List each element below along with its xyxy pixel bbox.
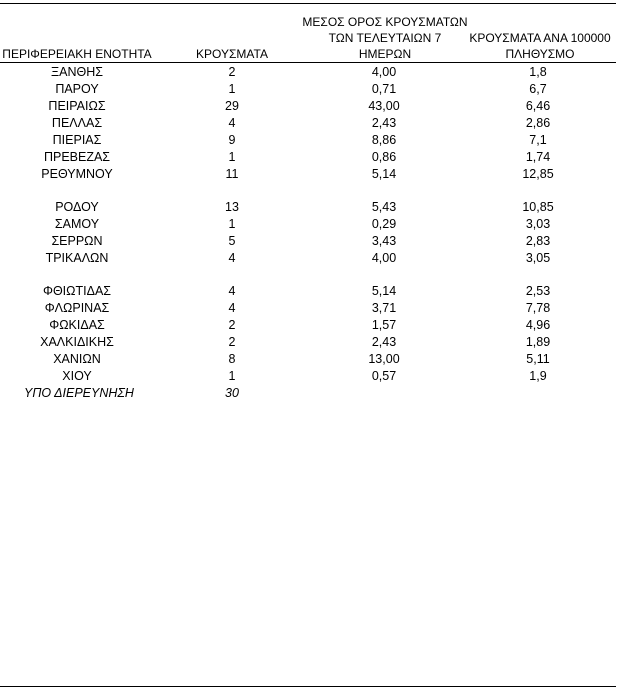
cases-cell: 1 — [228, 217, 236, 231]
cases-cell: 2 — [228, 335, 236, 349]
per100k-cell: 1,9 — [529, 369, 547, 383]
per100k-cell: 1,8 — [529, 65, 547, 79]
header-avg-line1: ΜΕΣΟΣ ΟΡΟΣ ΚΡΟΥΣΜΑΤΩΝ — [302, 15, 468, 29]
region-cell: ΦΩΚΙΔΑΣ — [49, 318, 105, 332]
avg7-cell: 13,00 — [368, 352, 400, 366]
top-rule — [0, 3, 616, 4]
region-cell: ΧΑΝΙΩΝ — [53, 352, 101, 366]
cases-cell: 29 — [225, 99, 239, 113]
region-cell: ΧΑΛΚΙΔΙΚΗΣ — [40, 335, 114, 349]
avg7-cell: 2,43 — [371, 116, 397, 130]
cases-cell: 1 — [228, 82, 236, 96]
header-avg-line2: ΤΩΝ ΤΕΛΕΥΤΑΙΩΝ 7 — [328, 31, 442, 45]
bottom-rule — [0, 686, 616, 687]
per100k-cell: 3,05 — [525, 251, 551, 265]
region-cell: ΡΟΔΟΥ — [55, 200, 99, 214]
footer-label: ΥΠΟ ΔΙΕΡΕΥΝΗΣΗ — [24, 386, 134, 400]
avg7-cell: 5,43 — [371, 200, 397, 214]
cases-cell: 4 — [228, 301, 236, 315]
per100k-cell: 3,03 — [525, 217, 551, 231]
header-cases: ΚΡΟΥΣΜΑΤΑ — [196, 47, 268, 61]
cases-cell: 9 — [228, 133, 236, 147]
avg7-cell: 4,00 — [371, 65, 397, 79]
cases-cell: 1 — [228, 369, 236, 383]
per100k-cell: 2,83 — [525, 234, 551, 248]
header-rule — [0, 62, 616, 63]
header-avg-line3: ΗΜΕΡΩΝ — [358, 47, 412, 61]
avg7-cell: 5,14 — [371, 284, 397, 298]
avg7-cell: 3,71 — [371, 301, 397, 315]
per100k-cell: 10,85 — [522, 200, 554, 214]
per100k-cell: 4,96 — [525, 318, 551, 332]
avg7-cell: 0,86 — [371, 150, 397, 164]
per100k-cell: 2,53 — [525, 284, 551, 298]
avg7-cell: 0,57 — [371, 369, 397, 383]
avg7-cell: 1,57 — [371, 318, 397, 332]
region-cell: ΠΙΕΡΙΑΣ — [52, 133, 102, 147]
per100k-cell: 7,1 — [529, 133, 547, 147]
cases-cell: 13 — [225, 200, 239, 214]
footer-cases: 30 — [225, 386, 239, 400]
cases-cell: 5 — [228, 234, 236, 248]
avg7-cell: 0,29 — [371, 217, 397, 231]
cases-cell: 4 — [228, 284, 236, 298]
cases-cell: 4 — [228, 116, 236, 130]
region-cell: ΦΘΙΩΤΙΔΑΣ — [42, 284, 112, 298]
per100k-cell: 1,74 — [525, 150, 551, 164]
avg7-cell: 4,00 — [371, 251, 397, 265]
avg7-cell: 2,43 — [371, 335, 397, 349]
cases-cell: 2 — [228, 65, 236, 79]
avg7-cell: 5,14 — [371, 167, 397, 181]
per100k-cell: 7,78 — [525, 301, 551, 315]
region-cell: ΤΡΙΚΑΛΩΝ — [45, 251, 109, 265]
header-region: ΠΕΡΙΦΕΡΕΙΑΚΗ ΕΝΟΤΗΤΑ — [2, 47, 152, 61]
avg7-cell: 43,00 — [368, 99, 400, 113]
region-cell: ΦΛΩΡΙΝΑΣ — [44, 301, 110, 315]
avg7-cell: 8,86 — [371, 133, 397, 147]
per100k-cell: 1,89 — [525, 335, 551, 349]
region-cell: ΣΕΡΡΩΝ — [51, 234, 103, 248]
avg7-cell: 3,43 — [371, 234, 397, 248]
cases-cell: 4 — [228, 251, 236, 265]
per100k-cell: 5,11 — [526, 352, 550, 366]
region-cell: ΠΕΛΛΑΣ — [51, 116, 103, 130]
per100k-cell: 12,85 — [522, 167, 554, 181]
region-cell: ΠΑΡΟΥ — [55, 82, 99, 96]
header-per100k-line2: ΠΛΗΘΥΣΜΟ — [505, 47, 575, 61]
per100k-cell: 2,86 — [525, 116, 551, 130]
cases-cell: 11 — [225, 167, 239, 181]
region-cell: ΠΡΕΒΕΖΑΣ — [43, 150, 111, 164]
cases-cell: 8 — [228, 352, 236, 366]
per100k-cell: 6,7 — [529, 82, 547, 96]
region-cell: ΣΑΜΟΥ — [54, 217, 100, 231]
avg7-cell: 0,71 — [371, 82, 397, 96]
cases-cell: 1 — [228, 150, 236, 164]
region-cell: ΠΕΙΡΑΙΩΣ — [48, 99, 106, 113]
header-per100k-line1: ΚΡΟΥΣΜΑΤΑ ΑΝΑ 100000 — [469, 31, 611, 45]
per100k-cell: 6,46 — [525, 99, 551, 113]
region-cell: ΞΑΝΘΗΣ — [51, 65, 103, 79]
region-cell: ΡΕΘΥΜΝΟΥ — [41, 167, 113, 181]
region-cell: ΧΙΟΥ — [62, 369, 92, 383]
cases-cell: 2 — [228, 318, 236, 332]
